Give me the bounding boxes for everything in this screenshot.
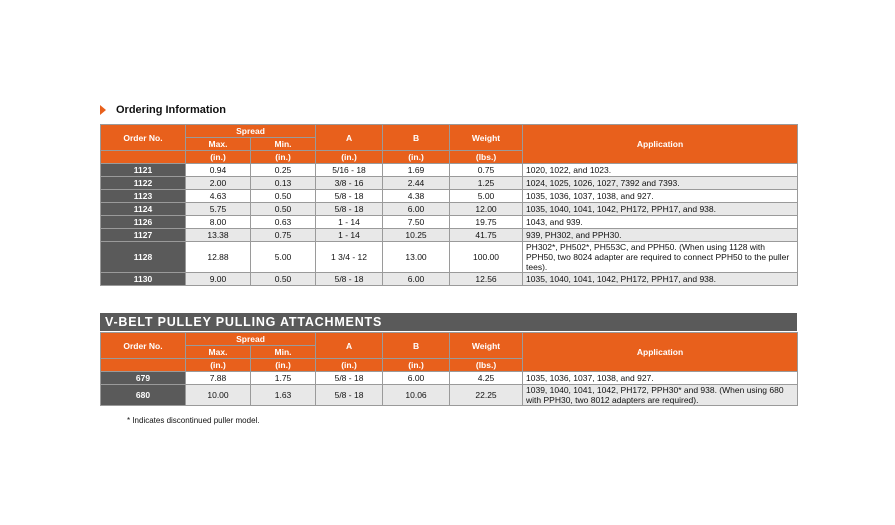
b-cell: 4.38 — [383, 190, 450, 203]
min-cell: 0.63 — [251, 216, 316, 229]
header-max: Max. — [186, 346, 251, 359]
order-cell: 1127 — [101, 229, 186, 242]
header-a: A — [316, 333, 383, 359]
section-title: Ordering Information — [116, 104, 226, 116]
max-cell: 0.94 — [186, 164, 251, 177]
unit-a: (in.) — [316, 151, 383, 164]
a-cell: 1 - 14 — [316, 216, 383, 229]
weight-cell: 12.00 — [450, 203, 523, 216]
header-max: Max. — [186, 138, 251, 151]
order-cell: 1128 — [101, 242, 186, 273]
max-cell: 7.88 — [186, 372, 251, 385]
header-a: A — [316, 125, 383, 151]
ordering-table — [100, 124, 798, 286]
a-cell: 5/8 - 18 — [316, 203, 383, 216]
application-cell: 1035, 1040, 1041, 1042, PH172, PPH17, and 938. — [523, 273, 798, 286]
header-weight: Weight — [450, 125, 523, 151]
unit-weight: (lbs.) — [450, 151, 523, 164]
footnote: * Indicates discontinued puller model. — [127, 416, 260, 425]
header-spread: Spread — [186, 333, 316, 346]
header-spread: Spread — [186, 125, 316, 138]
a-cell: 3/8 - 16 — [316, 177, 383, 190]
max-cell: 13.38 — [186, 229, 251, 242]
unit-order — [101, 359, 186, 372]
application-cell: PH302*, PH502*, PH553C, and PPH50. (When using 1128 with PPH50, two 8024 adapter are required to connect PPH50 to the puller tees). — [523, 242, 798, 273]
header-weight: Weight — [450, 333, 523, 359]
application-cell: 1035, 1040, 1041, 1042, PH172, PPH17, and 938. — [523, 203, 798, 216]
b-cell: 13.00 — [383, 242, 450, 273]
v-belt-banner: V-BELT PULLEY PULLING ATTACHMENTS — [100, 313, 797, 331]
min-cell: 0.50 — [251, 273, 316, 286]
weight-cell: 41.75 — [450, 229, 523, 242]
min-cell: 0.50 — [251, 203, 316, 216]
b-cell: 10.06 — [383, 385, 450, 406]
a-cell: 5/8 - 18 — [316, 190, 383, 203]
application-cell: 939, PH302, and PPH30. — [523, 229, 798, 242]
application-cell: 1035, 1036, 1037, 1038, and 927. — [523, 372, 798, 385]
b-cell: 6.00 — [383, 372, 450, 385]
b-cell: 6.00 — [383, 203, 450, 216]
header-min: Min. — [251, 346, 316, 359]
unit-min: (in.) — [251, 359, 316, 372]
a-cell: 5/16 - 18 — [316, 164, 383, 177]
min-cell: 5.00 — [251, 242, 316, 273]
weight-cell: 4.25 — [450, 372, 523, 385]
weight-cell: 12.56 — [450, 273, 523, 286]
a-cell: 5/8 - 18 — [316, 273, 383, 286]
weight-cell: 5.00 — [450, 190, 523, 203]
application-cell: 1043, and 939. — [523, 216, 798, 229]
unit-min: (in.) — [251, 151, 316, 164]
table-row — [101, 203, 798, 216]
b-cell: 1.69 — [383, 164, 450, 177]
header-application: Application — [523, 333, 798, 372]
header-b: B — [383, 125, 450, 151]
weight-cell: 19.75 — [450, 216, 523, 229]
b-cell: 7.50 — [383, 216, 450, 229]
table-row — [101, 273, 798, 286]
table-row — [101, 229, 798, 242]
table-row — [101, 385, 798, 406]
max-cell: 8.00 — [186, 216, 251, 229]
unit-max: (in.) — [186, 359, 251, 372]
header-min: Min. — [251, 138, 316, 151]
a-cell: 5/8 - 18 — [316, 372, 383, 385]
order-cell: 1121 — [101, 164, 186, 177]
header-b: B — [383, 333, 450, 359]
application-cell: 1039, 1040, 1041, 1042, PH172, PPH30* and 938. (When using 680 with PPH30, two 8012 adapters are required). — [523, 385, 798, 406]
application-cell: 1020, 1022, and 1023. — [523, 164, 798, 177]
unit-b: (in.) — [383, 151, 450, 164]
max-cell: 2.00 — [186, 177, 251, 190]
a-cell: 5/8 - 18 — [316, 385, 383, 406]
min-cell: 0.50 — [251, 190, 316, 203]
order-cell: 679 — [101, 372, 186, 385]
order-cell: 1122 — [101, 177, 186, 190]
min-cell: 0.13 — [251, 177, 316, 190]
max-cell: 12.88 — [186, 242, 251, 273]
weight-cell: 1.25 — [450, 177, 523, 190]
unit-max: (in.) — [186, 151, 251, 164]
table-row — [101, 216, 798, 229]
b-cell: 10.25 — [383, 229, 450, 242]
order-cell: 680 — [101, 385, 186, 406]
weight-cell: 22.25 — [450, 385, 523, 406]
a-cell: 1 - 14 — [316, 229, 383, 242]
ordering-info-heading — [100, 103, 226, 117]
table-row — [101, 242, 798, 273]
table-row — [101, 164, 798, 177]
weight-cell: 100.00 — [450, 242, 523, 273]
arrow-bullet-icon — [100, 105, 106, 115]
header-order: Order No. — [101, 125, 186, 151]
table-row — [101, 177, 798, 190]
max-cell: 4.63 — [186, 190, 251, 203]
unit-weight: (lbs.) — [450, 359, 523, 372]
unit-order — [101, 151, 186, 164]
order-cell: 1126 — [101, 216, 186, 229]
header-order: Order No. — [101, 333, 186, 359]
min-cell: 1.63 — [251, 385, 316, 406]
min-cell: 0.25 — [251, 164, 316, 177]
max-cell: 10.00 — [186, 385, 251, 406]
min-cell: 0.75 — [251, 229, 316, 242]
order-cell: 1124 — [101, 203, 186, 216]
b-cell: 2.44 — [383, 177, 450, 190]
table-row — [101, 372, 798, 385]
weight-cell: 0.75 — [450, 164, 523, 177]
b-cell: 6.00 — [383, 273, 450, 286]
header-application: Application — [523, 125, 798, 164]
v-belt-table — [100, 332, 798, 406]
order-cell: 1130 — [101, 273, 186, 286]
max-cell: 5.75 — [186, 203, 251, 216]
unit-b: (in.) — [383, 359, 450, 372]
unit-a: (in.) — [316, 359, 383, 372]
min-cell: 1.75 — [251, 372, 316, 385]
application-cell: 1024, 1025, 1026, 1027, 7392 and 7393. — [523, 177, 798, 190]
table-row — [101, 190, 798, 203]
application-cell: 1035, 1036, 1037, 1038, and 927. — [523, 190, 798, 203]
max-cell: 9.00 — [186, 273, 251, 286]
a-cell: 1 3/4 - 12 — [316, 242, 383, 273]
order-cell: 1123 — [101, 190, 186, 203]
